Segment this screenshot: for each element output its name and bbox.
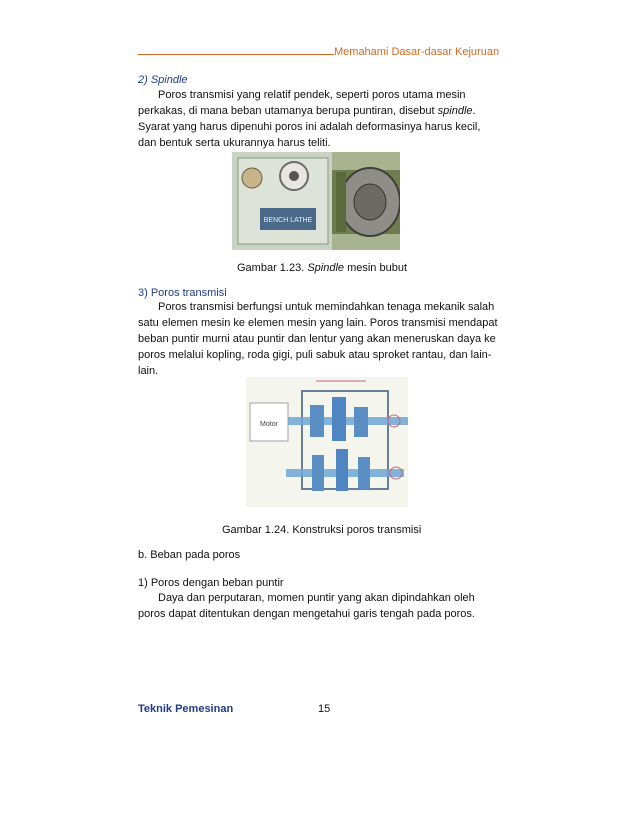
transmission-shaft-diagram — [246, 377, 408, 507]
para-line: Poros transmisi berfungsi untuk memindahkan tenaga mekanik salah — [158, 301, 495, 313]
figure1-caption — [237, 262, 407, 274]
motor-label: Motor — [260, 421, 278, 428]
figure1-caption-label: Gambar 1.23. — [237, 262, 308, 274]
paragraph-spindle — [138, 87, 512, 151]
figure1-caption-rest: mesin bubut — [344, 262, 408, 274]
para-line: poros dapat ditentukan dengan mengetahui garis tengah pada poros. — [138, 608, 475, 620]
para-line: Daya dan perputaran, momen puntir yang akan dipindahkan oleh — [158, 592, 475, 604]
para-line: lain. — [138, 365, 159, 377]
section-heading-poros-transmisi: 3) Poros transmisi — [138, 287, 227, 299]
para-line: dan bentuk serta ukurannya harus teliti. — [138, 137, 331, 149]
footer-title: Teknik Pemesinan — [138, 703, 234, 715]
paragraph-beban-puntir — [138, 590, 512, 622]
para-line: satu elemen mesin ke elemen mesin yang lain. Poros transmisi mendapat — [138, 317, 498, 329]
figure1-caption-italic: Spindle — [307, 262, 345, 274]
lathe-spindle-photo — [232, 152, 400, 250]
para-line: perkakas, di mana beban utamanya berupa puntiran, disebut spindle. — [138, 105, 476, 117]
para-line: poros melalui kopling, roda gigi, puli sabuk atau sproket rantau, dan lain- — [138, 349, 492, 361]
para-line: beban puntir murni atau puntir dan lentur yang akan meneruskan daya ke — [138, 333, 496, 345]
header-title: Memahami Dasar-dasar Kejuruan — [334, 46, 500, 58]
plate-text: BENCH LATHE — [263, 217, 313, 224]
header-rule — [138, 45, 334, 55]
transmission-diagram-illustration — [246, 377, 408, 507]
figure2-caption: Gambar 1.24. Konstruksi poros transmisi — [222, 524, 422, 536]
para-line: Poros transmisi yang relatif pendek, seperti poros utama mesin — [158, 89, 466, 101]
section-heading-spindle: 2) Spindle — [138, 74, 188, 86]
running-header — [138, 45, 512, 58]
page-number: 15 — [318, 703, 331, 715]
para-italic: spindle — [437, 105, 473, 117]
para-line: Syarat yang harus dipenuhi poros ini adalah deformasinya harus kecil, — [138, 121, 481, 133]
paragraph-poros-transmisi — [138, 299, 512, 379]
lathe-spindle-illustration — [232, 152, 400, 250]
section-heading-beban-puntir: 1) Poros dengan beban puntir — [138, 577, 284, 589]
para-line-text: perkakas, di mana beban utamanya berupa puntiran, disebut — [138, 105, 438, 117]
section-heading-beban: b. Beban pada poros — [138, 549, 241, 561]
